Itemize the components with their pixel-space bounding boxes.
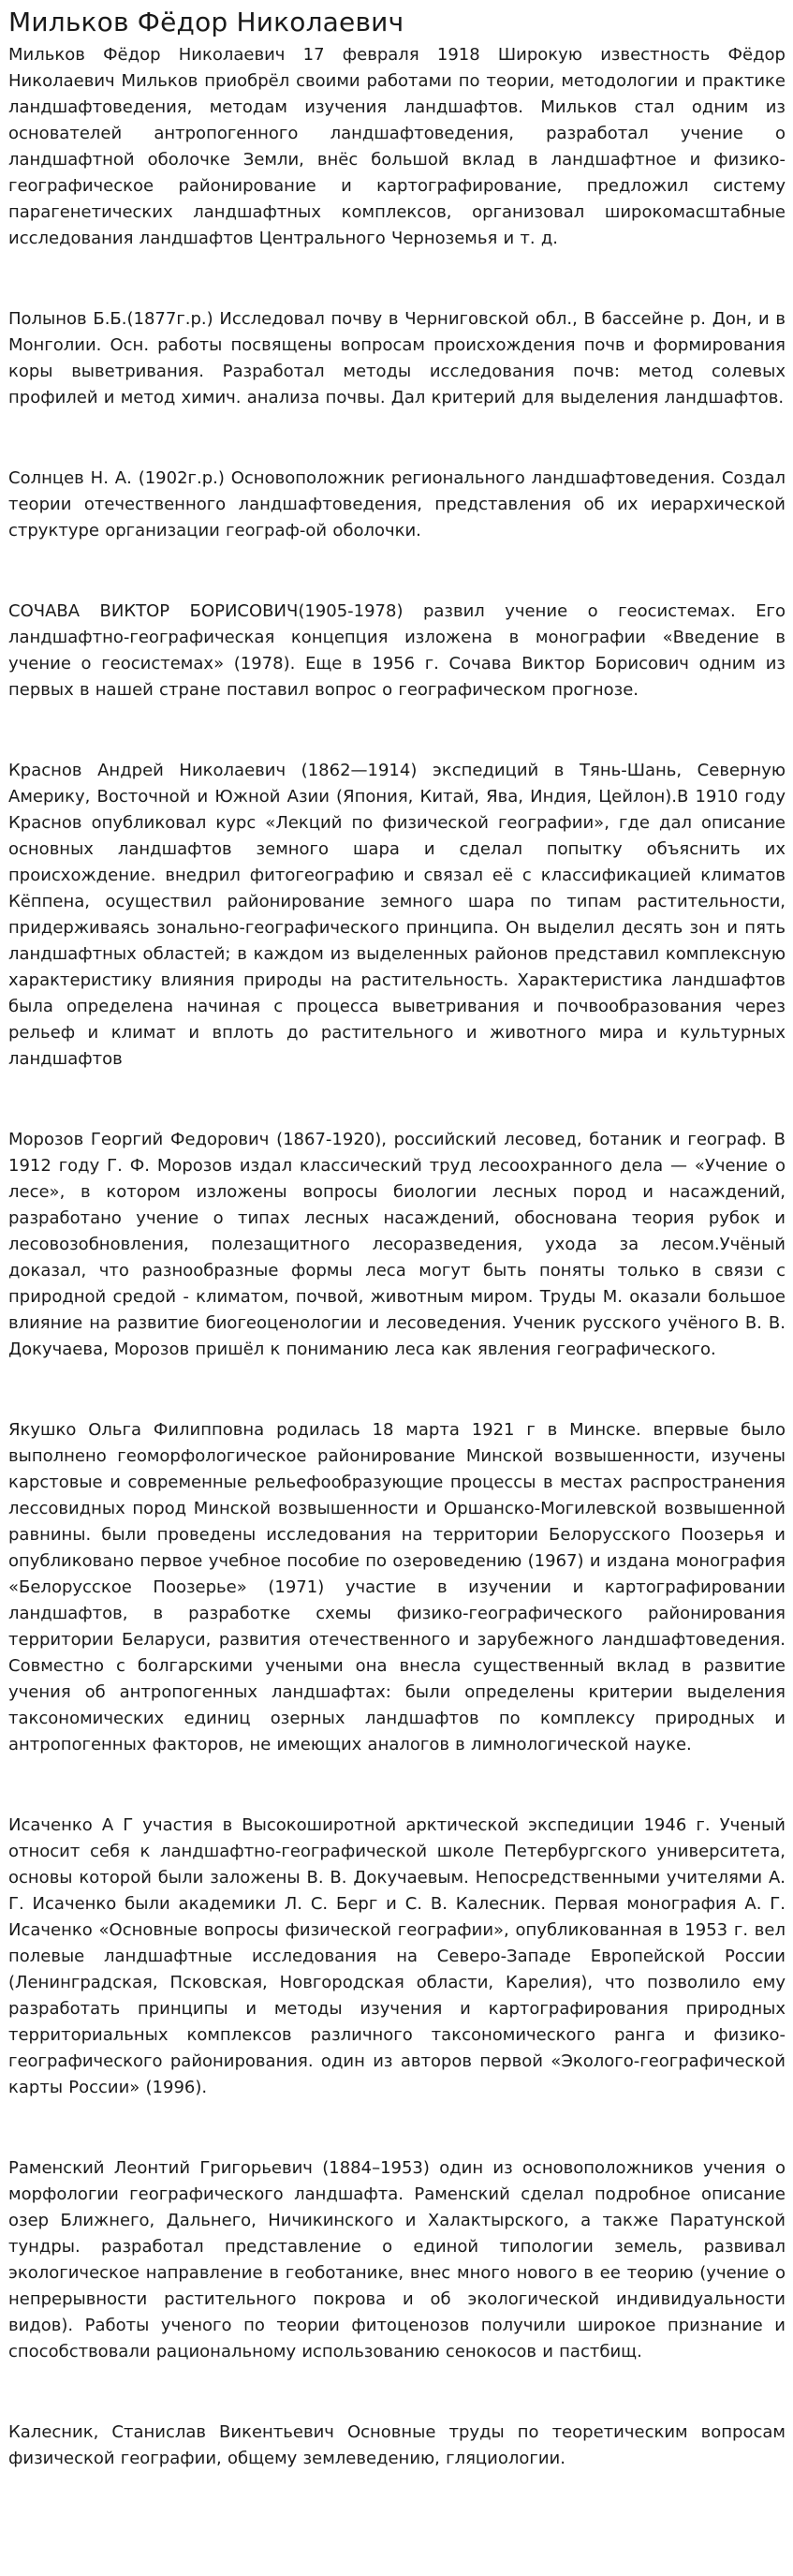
entry-gap xyxy=(8,1363,786,1417)
page-title: Мильков Фёдор Николаевич xyxy=(8,7,404,37)
entry-gap xyxy=(8,411,786,466)
entry-gap xyxy=(8,2101,786,2155)
entry-isachenko: Исаченко А Г участия в Высокоширотной арктической экспедиции 1946 г. Ученый относит себя к ландшафтно-географической школе Петербургского университета, основы которой были заложены В. В. Докучаевым. Непосредственными учителями А. Г. Исаченко были академики Л. С. Берг и С. В. Калесник. Первая монография А. Г. Исаченко «Основные вопросы физической географии», опубликованная в 1953 г. вел полевые ландшафтные исследования на Северо-Западе Европейской России (Ленинградская, Псковская, Новгородская области, Карелия), что позволило ему разработать принципы и методы изучения и картографирования природных территориальных комплексов различного таксономического ранга и физико-географического районирования. один из авторов первой «Эколого-географической карты России» (1996). xyxy=(8,1815,786,2097)
entry-gap xyxy=(8,544,786,599)
entry-gap xyxy=(8,252,786,306)
entry-solntsev: Солнцев Н. А. (1902г.р.) Основоположник регионального ландшафтоведения. Создал теории отечественного ландшафтоведения, представления об их иерархической структуре организации географ-ой оболочки. xyxy=(8,468,786,540)
entry-polynov: Полынов Б.Б.(1877г.р.) Исследовал почву в Черниговской обл., В бассейне р. Дон, и в Монголии. Осн. работы посвящены вопросам происхождения почв и формирования коры выветривания. Разработал методы исследования почв: метод солевых профилей и метод химич. анализа почвы. Дал критерий для выделения ландшафтов. xyxy=(8,309,786,407)
entry-krasnov: Краснов Андрей Николаевич (1862—1914) экспедиций в Тянь-Шань, Северную Америку, Восточной и Южной Азии (Япония, Китай, Ява, Индия, Цейлон).В 1910 году Краснов опубликовал курс «Лекций по физической географии», где дал описание основных ландшафтов земного шара и сделал попытку объяснить их происхождение. внедрил фитогеографию и связал её с классификацией климатов Кёппена, осуществил районирование земного шара по типам растительности, придерживаясь зонально-географического принципа. Он выделил десять зон и пять ландшафтных областей; в каждом из выделенных районов представил комплексную характеристику влияния природы на растительность. Характеристика ландшафтов была определена начиная с процесса выветривания и почвообразования через рельеф и климат и вплоть до растительного и животного мира и культурных ландшафтов xyxy=(8,761,786,1069)
entry-morozov: Морозов Георгий Федорович (1867-1920), российский лесовед, ботаник и географ. В 1912 году Г. Ф. Морозов издал классический труд лесоохранного дела — «Учение о лесе», в котором изложены вопросы биологии лесных пород и насаждений, разработано учение о типах лесных насаждений, обоснована теория рубок и лесовозобновления, полезащитного лесоразведения, ухода за лесом.Учёный доказал, что разнообразные формы леса могут быть поняты только в связи с природной средой - климатом, почвой, животным миром. Труды М. оказали большое влияние на развитие биогеоценологии и лесоведения. Ученик русского учёного В. В. Докучаева, Морозов пришёл к пониманию леса как явления географического. xyxy=(8,1130,786,1359)
entry-gap xyxy=(8,2365,786,2420)
entry-gap xyxy=(8,703,786,758)
entry-yakushko: Якушко Ольга Филипповна родилась 18 марта 1921 г в Минске. впервые было выполнено геоморфологическое районирование Минской возвышенности, изучены карстовые и современные рельефообразующие процессы в местах распространения лессовидных пород Минской возвышенности и Оршанско-Могилевской возвышенной равнины. были проведены исследования на территории Белорусского Поозерья и опубликовано первое учебное пособие по озероведению (1967) и издана монография «Белорусское Поозерье» (1971) участие в изучении и картографировании ландшафтов, в разработке схемы физико-географического районирования территории Беларуси, развития отечественного и зарубежного ландшафтоведения. Совместно с болгарскими учеными она внесла существенный вклад в развитие учения об антропогенных ландшафтах: были определены критерии выделения таксономических единиц озерных ландшафтов по комплексу природных и антропогенных факторов, не имеющих аналогов в лимнологической науке. xyxy=(8,1420,786,1754)
entry-sochava: СОЧАВА ВИКТОР БОРИСОВИЧ(1905-1978) развил учение о геосистемах. Его ландшафтно-географическая концепция изложена в монографии «Введение в учение о геосистемах» (1978). Еще в 1956 г. Сочава Виктор Борисович одним из первых в нашей стране поставил вопрос о географическом прогнозе. xyxy=(8,601,786,700)
entry-gap xyxy=(8,1758,786,1813)
entry-gap xyxy=(8,1073,786,1127)
entry-milkov: Мильков Фёдор Николаевич 17 февраля 1918 Широкую известность Фёдор Николаевич Мильков приобрёл своими работами по теории, методологии и практике ландшафтоведения, методам изучения ландшафтов. Мильков стал одним из основателей антропогенного ландшафтоведения, разработал учение о ландшафтной оболочке Земли, внёс большой вклад в ландшафтное и физико-географическое районирование и картографирование, предложил систему парагенетических ландшафтных комплексов, организовал широкомасштабные исследования ландшафтов Центрального Черноземья и т. д. xyxy=(8,45,786,248)
entry-ramensky: Раменский Леонтий Григорьевич (1884–1953) один из основоположников учения о морфологии географического ландшафта. Раменский сделал подробное описание озер Ближнего, Дальнего, Ничикинского и Халактырского, а также Паратунской тундры. разработал представление о единой типологии земель, развивал экологическое направление в геоботанике, внес много нового в ее теорию (учение о непрерывности растительного покрова и об экологической индивидуальности видов). Работы ученого по теории фитоценозов получили широкое признание и способствовали рациональному использованию сенокосов и пастбищ. xyxy=(8,2158,786,2361)
entry-kalesnik: Калесник, Станислав Викентьевич Основные труды по теоретическим вопросам физической географии, общему землеведению, гляциологии. xyxy=(8,2422,786,2468)
